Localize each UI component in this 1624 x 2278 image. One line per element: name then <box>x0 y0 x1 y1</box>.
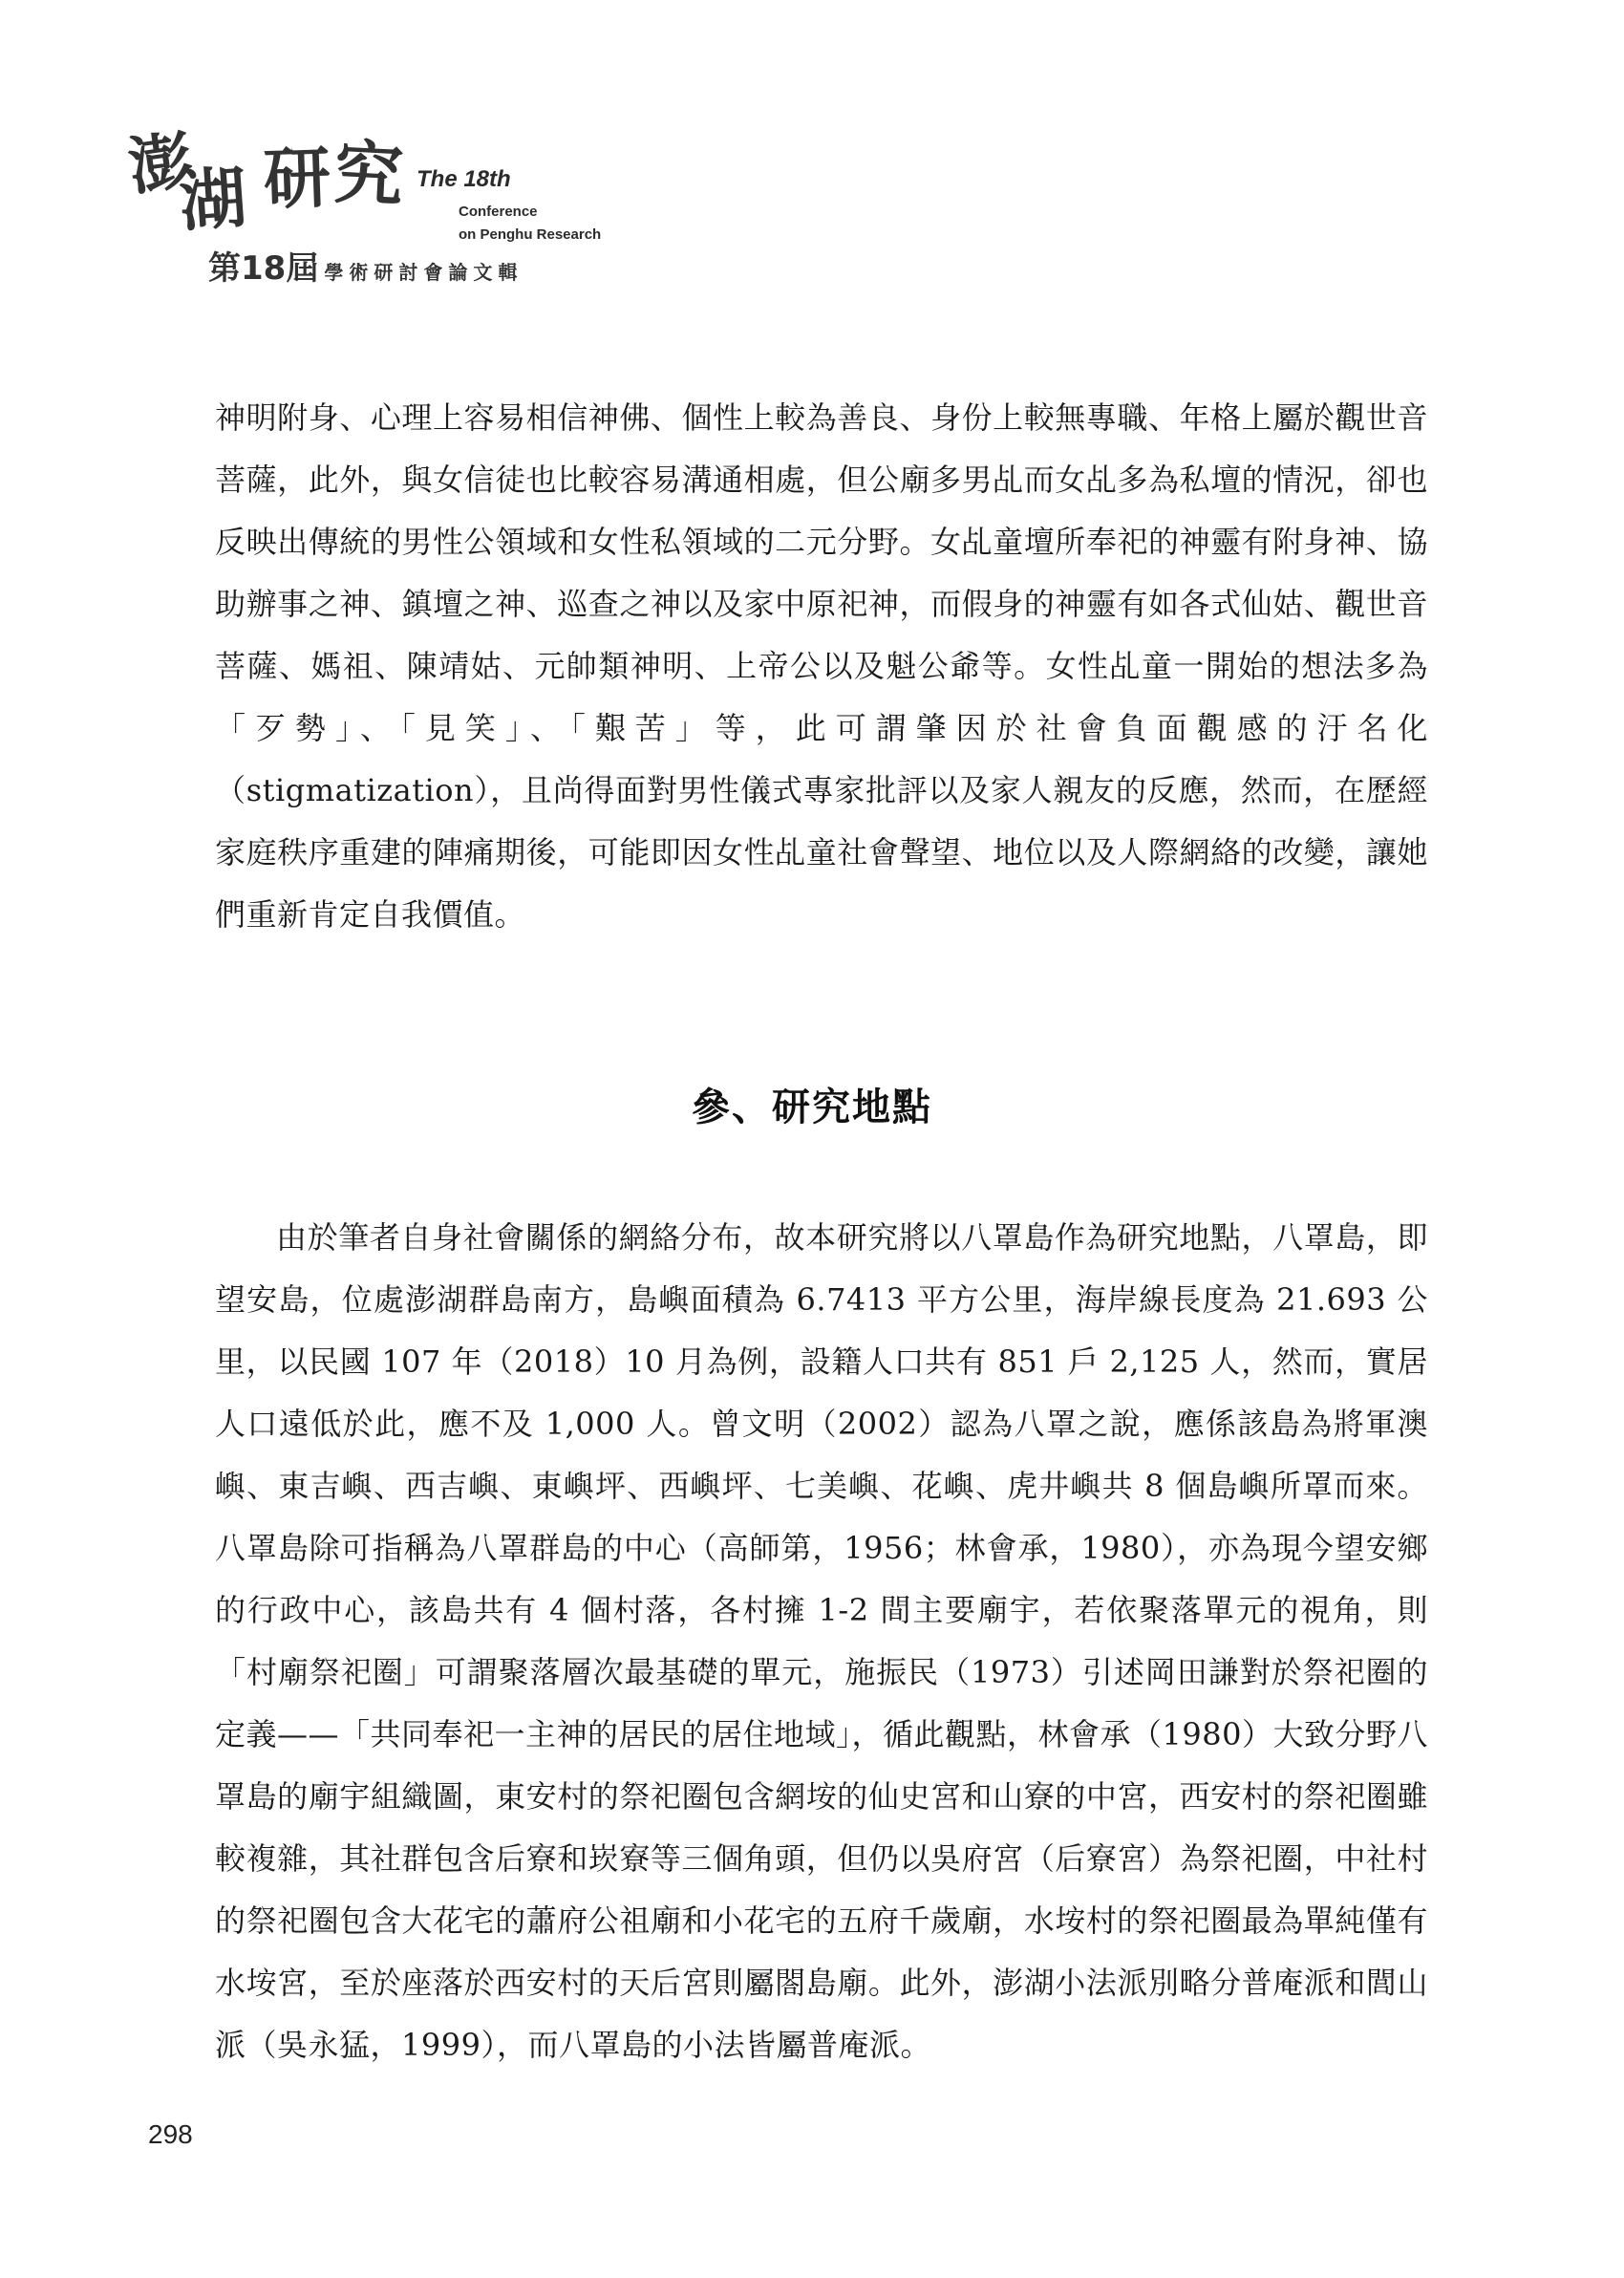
page-number: 298 <box>148 2119 193 2149</box>
header-edition: 第18屆 <box>208 249 319 288</box>
header-en-line-2: Conference <box>459 204 538 220</box>
header-title-char-1: 澎 <box>123 121 198 205</box>
header-en-line-3: on Penghu Research <box>459 226 602 243</box>
header-title-char-2: 湖 <box>177 157 249 242</box>
header-subtitle <box>208 249 524 288</box>
body-text-top <box>215 387 1428 946</box>
section-heading: 參、研究地點 <box>692 1085 932 1129</box>
running-header <box>123 121 659 306</box>
header-title-char-4: 究 <box>331 131 406 216</box>
body-text-bottom <box>215 1207 1428 2076</box>
paragraph-2: 由於筆者自身社會關係的網絡分布，故本研究將以八罩島作為研究地點，八罩島，即望安島，位處澎湖群島南方，島嶼面積為 6.7413 平方公里，海岸線長度為 21.693 公里，以民國 107 年（2018）10 月為例，設籍人口共有 851 戶 2,125 人，然而，實居人口遠低於此，應不及 1,000 人。曾文明（2002）認為八罩之說，應係該島為將軍澳嶼、東吉嶼、西吉嶼、東嶼坪、西嶼坪、七美嶼、花嶼、虎井嶼共 8 個島嶼所罩而來。八罩島除可指稱為八罩群島的中心（高師第，1956；林會承，1980），亦為現今望安鄉的行政中心，該島共有 4 個村落，各村擁 1-2 間主要廟宇，若依聚落單元的視角，則「村廟祭祀圈」可謂聚落層次最基礎的單元，施振民（1973）引述岡田謙對於祭祀圈的定義——「共同奉祀一主神的居民的居住地域」，循此觀點，林會承（1980）大致分野八罩島的廟宇組織圖，東安村的祭祀圈包含網垵的仙史宮和山寮的中宮，西安村的祭祀圈雖較複雜，其社群包含后寮和崁寮等三個角頭，但仍以吳府宮（后寮宮）為祭祀圈，中社村的祭祀圈包含大花宅的蕭府公祖廟和小花宅的五府千歲廟，水垵村的祭祀圈最為單純僅有水垵宮，至於座落於西安村的天后宮則屬閤島廟。此外，澎湖小法派別略分普庵派和閭山派（吳永猛，1999），而八罩島的小法皆屬普庵派。 <box>215 1219 1428 2063</box>
header-subtitle-text: 學術研討會論文輯 <box>324 261 524 284</box>
header-title-char-3: 研 <box>262 137 332 220</box>
header-en-line-1: The 18th <box>417 166 511 192</box>
paragraph-1: 神明附身、心理上容易相信神佛、個性上較為善良、身份上較無專職、年格上屬於觀世音菩薩，此外，與女信徒也比較容易溝通相處，但公廟多男乩而女乩多為私壇的情況，卻也反映出傳統的男性公領域和女性私領域的二元分野。女乩童壇所奉祀的神靈有附身神、協助辦事之神、鎮壇之神、巡查之神以及家中原祀神，而假身的神靈有如各式仙姑、觀世音菩薩、媽祖、陳靖姑、元帥類神明、上帝公以及魁公爺等。女性乩童一開始的想法多為「歹勢」、「見笑」、「艱苦」等，此可謂肇因於社會負面觀感的汙名化（stigmatization），且尚得面對男性儀式專家批評以及家人親友的反應，然而，在歷經家庭秩序重建的陣痛期後，可能即因女性乩童社會聲望、地位以及人際網絡的改變，讓她們重新肯定自我價值。 <box>215 399 1428 933</box>
